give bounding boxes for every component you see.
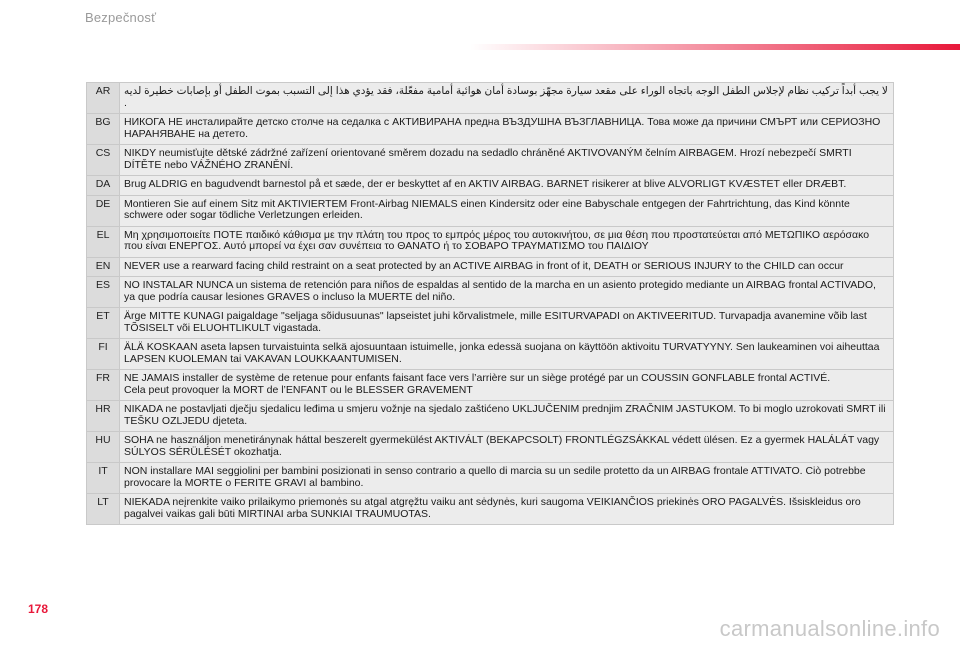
warning-text: ÄLÄ KOSKAAN aseta lapsen turvaistuinta selkä ajosuuntaan istuimelle, jonka edessä suojana on käyttöön aktivoitu TURVATYYNY. Sen laukeaminen voi aiheuttaa LAPSEN KUOLEMAN tai VAKAVAN LOUKKAANTUMISEN. bbox=[120, 339, 894, 370]
language-row-hr bbox=[87, 401, 894, 432]
warning-text-line: NE JAMAIS installer de système de retenue pour enfants faisant face vers l’arrière sur un siège protégé par un COUSSIN GONFLABLE frontal ACTIVÉ. bbox=[124, 372, 831, 384]
language-row-es bbox=[87, 277, 894, 308]
page-header-title: Bezpečnosť bbox=[85, 10, 157, 25]
warning-table-body bbox=[87, 83, 894, 525]
language-code: FR bbox=[87, 370, 120, 401]
language-row-ar bbox=[87, 83, 894, 114]
language-code: EN bbox=[87, 257, 120, 277]
language-row-bg bbox=[87, 114, 894, 145]
language-row-et bbox=[87, 308, 894, 339]
warning-text: НИКОГА НЕ инсталирайте детско столче на седалка с АКТИВИРАНА предна ВЪЗДУШНА ВЪЗГЛАВНИЦА. Това може да причини СМЪРТ или СЕРИОЗНО НАРАНЯВАНЕ на детето. bbox=[120, 114, 894, 145]
language-row-el bbox=[87, 226, 894, 257]
language-code: LT bbox=[87, 494, 120, 525]
warning-text: NIEKADA neįrenkite vaiko prilaikymo priemonės su atgal atgręžtu vaiku ant sėdynės, kuri saugoma VEIKIANČIOS priekinės ORO PAGALVĖS. Išsiskleidus oro pagalvei vaikas gali būti MIRTINAI arba SUNKIAI TRAUMUOTAS. bbox=[120, 494, 894, 525]
language-code: AR bbox=[87, 83, 120, 114]
warning-text: NON installare MAI seggiolini per bambini posizionati in senso contrario a quello di marcia su un sedile protetto da un AIRBAG frontale ATTIVATO. Ciò potrebbe provocare la MORTE o FERITE GRAVI al bambino. bbox=[120, 463, 894, 494]
warning-text: NO INSTALAR NUNCA un sistema de retención para niños de espaldas al sentido de la marcha en un asiento protegido mediante un AIRBAG frontal ACTIVADO, ya que podría causar lesiones GRAVES o incluso la MUERTE del niño. bbox=[120, 277, 894, 308]
language-code: HR bbox=[87, 401, 120, 432]
language-row-lt bbox=[87, 494, 894, 525]
warning-text: NIKDY neumisťujte dětské zádržné zařízení orientované směrem dozadu na sedadlo chráněné AKTIVOVANÝM čelním AIRBAGEM. Hrozí nebezpečí SMRTI DÍTĚTE nebo VÁŽNÉHO ZRANĚNÍ. bbox=[120, 145, 894, 176]
language-row-de bbox=[87, 195, 894, 226]
warning-text: Μη χρησιμοποιείτε ΠΟΤΕ παιδικό κάθισμα με την πλάτη του προς το εμπρός μέρος του αυτοκινήτου, σε μια θέση που προστατεύεται από ΜΕΤΩΠΙΚΟ αερόσακο που είναι ΕΝΕΡΓΟΣ. Αυτό μπορεί να έχει σαν συνέπεια το ΘΑΝΑΤΟ ή το ΣΟΒΑΡΟ ΤΡΑΥΜΑΤΙΣΜΟ του ΠΑΙΔΙΟΥ bbox=[120, 226, 894, 257]
language-code: DA bbox=[87, 176, 120, 196]
warning-text-line: Cela peut provoquer la MORT de l’ENFANT ou le BLESSER GRAVEMENT bbox=[124, 383, 473, 396]
language-row-hu bbox=[87, 432, 894, 463]
language-row-en bbox=[87, 257, 894, 277]
language-code: EL bbox=[87, 226, 120, 257]
language-code: BG bbox=[87, 114, 120, 145]
warning-text: NEVER use a rearward facing child restraint on a seat protected by an ACTIVE AIRBAG in front of it, DEATH or SERIOUS INJURY to the CHILD can occur bbox=[120, 257, 894, 277]
warning-text: Ärge MITTE KUNAGI paigaldage "seljaga sõidusuunas" lapseistet juhi kõrvalistmele, mille ESITURVAPADI on AKTIVEERITUD. Turvapadja avanemine võib last TÕSISELT või ELUOHTLIKULT vigastada. bbox=[120, 308, 894, 339]
language-code: CS bbox=[87, 145, 120, 176]
airbag-warning-table bbox=[86, 82, 894, 525]
watermark: carmanualsonline.info bbox=[719, 616, 940, 641]
language-row-it bbox=[87, 463, 894, 494]
language-row-fi bbox=[87, 339, 894, 370]
language-code: IT bbox=[87, 463, 120, 494]
warning-text bbox=[120, 370, 894, 401]
language-code: FI bbox=[87, 339, 120, 370]
language-row-fr bbox=[87, 370, 894, 401]
warning-text: لا يجب أبداً تركيب نظام لإجلاس الطفل الوجه باتجاه الوراء على مقعد سيارة مجهّز بوسادة أمان هوائية أمامية مفعّلة، فقد يؤدي هذا إلى التسبب بموت الطفل أو بإصابات خطيرة لديه . bbox=[120, 83, 894, 114]
language-code: ET bbox=[87, 308, 120, 339]
warning-text: NIKADA ne postavljati dječju sjedalicu leđima u smjeru vožnje na sjedalo zaštićeno UKLJUČENIM prednjim ZRAČNIM JASTUKOM. To bi moglo uzrokovati SMRT ili TEŠKU OZLJEDU djeteta. bbox=[120, 401, 894, 432]
language-code: DE bbox=[87, 195, 120, 226]
header-accent-bar bbox=[470, 44, 960, 50]
warning-text: Montieren Sie auf einem Sitz mit AKTIVIERTEM Front-Airbag NIEMALS einen Kindersitz oder eine Babyschale entgegen der Fahrtrichtung, das Kind könnte schwere oder sogar tödliche Verletzungen erleiden. bbox=[120, 195, 894, 226]
page-number: 178 bbox=[28, 602, 49, 616]
language-code: ES bbox=[87, 277, 120, 308]
language-row-da bbox=[87, 176, 894, 196]
language-code: HU bbox=[87, 432, 120, 463]
warning-text: Brug ALDRIG en bagudvendt barnestol på et sæde, der er beskyttet af en AKTIV AIRBAG. BARNET risikerer at blive ALVORLIGT KVÆSTET eller DRÆBT. bbox=[120, 176, 894, 196]
language-row-cs bbox=[87, 145, 894, 176]
warning-text: SOHA ne használjon menetiránynak háttal beszerelt gyermekülést AKTIVÁLT (BEKAPCSOLT) FRONTLÉGZSÁKKAL védett ülésen. Ez a gyermek HALÁLÁT vagy SÚLYOS SÉRÜLÉSÉT okozhatja. bbox=[120, 432, 894, 463]
